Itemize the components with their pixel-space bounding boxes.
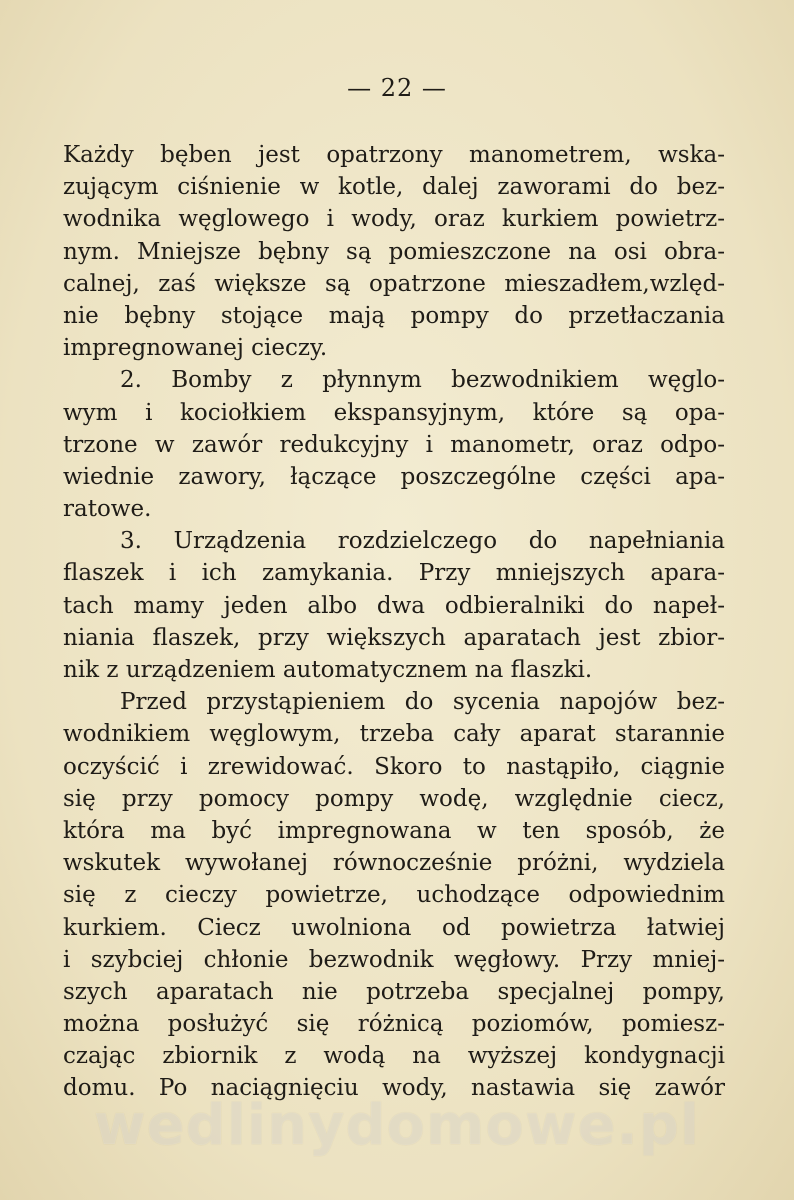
text-line: flaszek i ich zamykania. Przy mniejszych apara- bbox=[63, 560, 725, 587]
text-line: 3. Urządzenia rozdzielczego do napełniania bbox=[120, 528, 725, 555]
text-line: i szybciej chłonie bezwodnik węgłowy. Przy mniej- bbox=[63, 946, 725, 973]
text-line: nik z urządzeniem automatycznem na flaszki. bbox=[63, 657, 593, 683]
text-line: impregnowanej cieczy. bbox=[63, 335, 328, 362]
text-line: zującym ciśnienie w kotle, dalej zaworami do bez- bbox=[63, 174, 725, 201]
text-line: wodnikiem węglowym, trzeba cały aparat starannie bbox=[63, 721, 725, 748]
text-line: domu. Po naciągnięciu wody, nastawia się zawór bbox=[63, 1075, 725, 1102]
page-number: — 22 — bbox=[347, 74, 447, 102]
text-line: która ma być impregnowana w ten sposób, że bbox=[63, 817, 725, 844]
text-line: się z cieczy powietrze, uchodzące odpowiednim bbox=[63, 882, 725, 909]
text-line: nie bębny stojące mają pompy do przetłaczania bbox=[63, 302, 725, 329]
text-line: wiednie zawory, łączące poszczególne części apa- bbox=[63, 463, 725, 490]
text-line: szych aparatach nie potrzeba specjalnej pompy, bbox=[63, 978, 725, 1005]
text-line: ratowe. bbox=[63, 496, 152, 523]
text-line: calnej, zaś większe są opatrzone mieszadłem,wzlęd- bbox=[63, 270, 725, 297]
watermark: wedlinydomowe.pl bbox=[93, 1093, 701, 1158]
text-line: wskutek wywołanej równocześnie próżni, wydziela bbox=[63, 850, 725, 877]
text-line: tach mamy jeden albo dwa odbieralniki do napeł- bbox=[63, 592, 725, 619]
text-line: nym. Mniejsze bębny są pomieszczone na osi obra- bbox=[63, 238, 725, 265]
text-line: Każdy bęben jest opatrzony manometrem, wska- bbox=[63, 142, 725, 168]
body-text bbox=[63, 139, 725, 1105]
text-line: Przed przystąpieniem do sycenia napojów bez- bbox=[120, 689, 725, 716]
text-line: kurkiem. Ciecz uwolniona od powietrza łatwiej bbox=[63, 914, 725, 941]
text-line: oczyścić i zrewidować. Skoro to nastąpiło, ciągnie bbox=[63, 753, 725, 780]
text-line: można posłużyć się różnicą poziomów, pomiesz- bbox=[63, 1011, 725, 1038]
text-line: trzone w zawór redukcyjny i manometr, oraz odpo- bbox=[63, 431, 725, 458]
text-line: czając zbiornik z wodą na wyższej kondygnacji bbox=[63, 1043, 725, 1070]
text-line: niania flaszek, przy większych aparatach jest zbior- bbox=[63, 624, 725, 651]
text-line: wym i kociołkiem ekspansyjnym, które są opa- bbox=[63, 399, 725, 426]
text-line: się przy pomocy pompy wodę, względnie ciecz, bbox=[63, 785, 725, 812]
text-line: wodnika węglowego i wody, oraz kurkiem powietrz- bbox=[63, 206, 725, 233]
text-line: 2. Bomby z płynnym bezwodnikiem węglo- bbox=[120, 367, 725, 394]
